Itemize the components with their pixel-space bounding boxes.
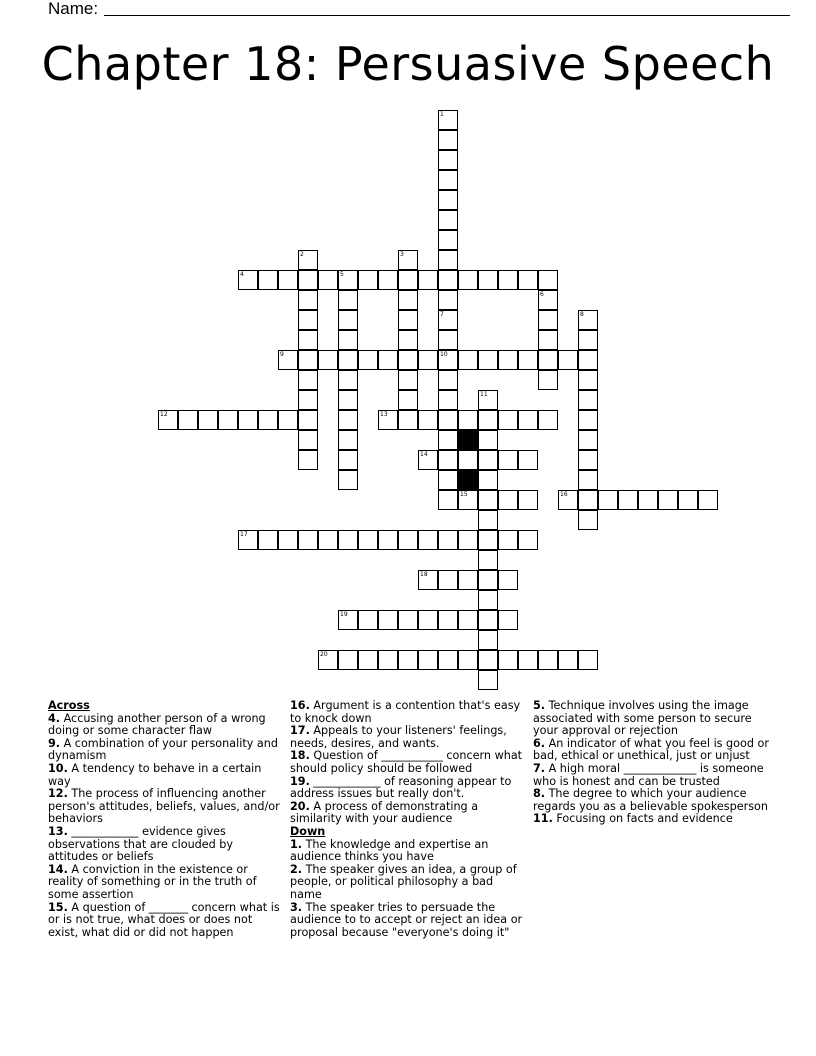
clue-text: A high moral _____________ is someone who is honest and can be trusted [533,761,764,788]
clue-num: 4. [48,711,61,725]
grid-cell[interactable] [398,410,418,430]
grid-cell[interactable] [318,530,338,550]
grid-cell[interactable] [378,650,398,670]
clue-number: 7 [440,311,444,318]
grid-cell[interactable] [438,110,458,130]
grid-cell[interactable] [358,610,378,630]
clue-number: 15 [460,491,468,498]
grid-cell[interactable] [578,330,598,350]
grid-cell[interactable] [478,590,498,610]
grid-cell[interactable] [478,610,498,630]
clue-item [290,750,526,775]
clue-number: 20 [320,651,328,658]
grid-cell[interactable] [458,530,478,550]
clue-text: Technique involves using the image associated with some person to secure your approval or rejection [533,699,752,738]
grid-cell[interactable] [178,410,198,430]
grid-cell[interactable] [238,270,258,290]
grid-cell[interactable] [578,490,598,510]
clue-text: ____________ of reasoning appear to address issues but really don't. [290,774,512,801]
clue-number: 13 [380,411,388,418]
clue-text: A combination of your personality and dynamism [48,736,278,763]
grid-cell[interactable] [558,650,578,670]
clue-number: 9 [280,351,284,358]
grid-cell[interactable] [438,230,458,250]
clue-text: A process of demonstrating a similarity with your audience [290,799,479,826]
clue-text: An indicator of what you feel is good or bad, ethical or unethical, just or unjust [533,736,769,763]
clue-num: 17. [290,724,310,738]
grid-cell[interactable] [498,610,518,630]
grid-cell[interactable] [438,370,458,390]
grid-cell[interactable] [418,450,438,470]
clue-number: 5 [340,271,344,278]
grid-cell[interactable] [238,410,258,430]
grid-cell[interactable] [398,270,418,290]
grid-cell[interactable] [478,510,498,530]
grid-cell[interactable] [298,310,318,330]
clue-text: Argument is a contention that's easy to knock down [290,699,521,725]
grid-cell[interactable] [298,430,318,450]
clue-num: 20. [290,799,310,813]
grid-cell[interactable] [338,330,358,350]
grid-cell[interactable] [398,250,418,270]
black-cell [458,430,478,450]
clue-num: 18. [290,749,310,763]
clue-item [290,902,526,940]
grid-cell[interactable] [438,170,458,190]
grid-cell[interactable] [458,650,478,670]
clue-text: ____________ evidence gives observations that are clouded by attitudes or beliefs [48,824,234,864]
grid-cell[interactable] [398,370,418,390]
grid-cell[interactable] [438,390,458,410]
grid-cell[interactable] [418,570,438,590]
grid-cell[interactable] [338,530,358,550]
grid-cell[interactable] [438,530,458,550]
grid-cell[interactable] [338,610,358,630]
grid-cell[interactable] [638,490,658,510]
grid-cell[interactable] [458,410,478,430]
clue-num: 11. [533,812,553,826]
grid-cell[interactable] [358,350,378,370]
grid-cell[interactable] [578,370,598,390]
grid-cell[interactable] [478,570,498,590]
grid-cell[interactable] [578,410,598,430]
grid-cell[interactable] [258,530,278,550]
grid-cell[interactable] [558,350,578,370]
grid-cell[interactable] [498,650,518,670]
page-title: Chapter 18: Persuasive Speech [41,37,775,91]
clue-number: 11 [480,391,488,398]
clue-item [533,788,773,813]
grid-cell[interactable] [218,410,238,430]
clue-item [48,902,282,940]
grid-cell[interactable] [478,410,498,430]
grid-cell[interactable] [538,290,558,310]
clue-num: 2. [290,862,303,876]
grid-cell[interactable] [398,390,418,410]
clue-item [533,813,773,826]
grid-cell[interactable] [518,650,538,670]
down-heading: Down [290,824,326,838]
grid-cell[interactable] [338,290,358,310]
grid-cell[interactable] [438,150,458,170]
grid-cell[interactable] [298,530,318,550]
grid-cell[interactable] [478,650,498,670]
clue-text: The speaker tries to persuade the audience to to accept or reject an idea or proposal because "everyone's doing it" [290,900,523,939]
clue-num: 9. [48,736,61,750]
clue-text: A tendency to behave in a certain way [48,761,262,788]
grid-cell[interactable] [398,350,418,370]
grid-cell[interactable] [578,450,598,470]
clue-item [48,788,282,826]
grid-cell[interactable] [298,410,318,430]
clue-number: 10 [440,351,448,358]
clue-num: 15. [48,900,68,914]
grid-cell[interactable] [398,650,418,670]
grid-cell[interactable] [478,430,498,450]
clue-number: 19 [340,611,348,618]
clue-num: 5. [533,699,546,712]
clue-number: 1 [440,111,444,118]
grid-cell[interactable] [458,450,478,470]
grid-cell[interactable] [398,330,418,350]
grid-cell[interactable] [438,330,458,350]
grid-cell[interactable] [678,490,698,510]
clue-text: Accusing another person of a wrong doing or some character flaw [48,711,266,738]
clue-num: 13. [48,824,68,838]
grid-cell[interactable] [438,290,458,310]
grid-cell[interactable] [278,270,298,290]
grid-cell[interactable] [538,330,558,350]
clue-num: 1. [290,837,303,851]
grid-cell[interactable] [578,310,598,330]
grid-cell[interactable] [418,350,438,370]
grid-cell[interactable] [338,470,358,490]
grid-cell[interactable] [358,650,378,670]
grid-cell[interactable] [378,350,398,370]
grid-cell[interactable] [398,290,418,310]
grid-cell[interactable] [338,350,358,370]
grid-cell[interactable] [438,350,458,370]
grid-cell[interactable] [278,410,298,430]
grid-cell[interactable] [438,310,458,330]
grid-cell[interactable] [538,270,558,290]
grid-cell[interactable] [378,530,398,550]
grid-cell[interactable] [578,470,598,490]
clue-num: 7. [533,761,546,775]
clue-number: 12 [160,411,168,418]
grid-cell[interactable] [338,410,358,430]
clue-number: 3 [400,251,404,258]
grid-cell[interactable] [538,350,558,370]
across-heading: Across [48,699,90,712]
grid-cell[interactable] [578,430,598,450]
grid-cell[interactable] [498,410,518,430]
grid-cell[interactable] [538,410,558,430]
clue-number: 6 [540,291,544,298]
clue-text: Question of ___________ concern what should policy should be followed [290,749,523,775]
clue-item [48,864,282,902]
clue-item [290,801,526,826]
grid-cell[interactable] [278,530,298,550]
grid-cell[interactable] [238,530,258,550]
grid-cell[interactable] [418,270,438,290]
clue-number: 18 [420,571,428,578]
clue-column-3 [533,700,773,826]
clue-num: 16. [290,699,310,712]
clue-item [48,763,282,788]
clue-column-2 [290,700,526,939]
clue-item [533,763,773,788]
grid-cell[interactable] [418,610,438,630]
grid-cell[interactable] [518,450,538,470]
clue-text: A question of _______ concern what is or is not true, what does or does not exist, what did or did not happen [48,900,280,939]
grid-cell[interactable] [518,350,538,370]
grid-cell[interactable] [498,490,518,510]
grid-cell[interactable] [478,470,498,490]
grid-cell[interactable] [338,310,358,330]
clue-number: 2 [300,251,304,258]
grid-cell[interactable] [458,270,478,290]
clue-item [290,700,526,725]
grid-cell[interactable] [438,250,458,270]
grid-cell[interactable] [198,410,218,430]
grid-cell[interactable] [438,470,458,490]
grid-cell[interactable] [578,350,598,370]
grid-cell[interactable] [458,490,478,510]
grid-cell[interactable] [478,490,498,510]
grid-cell[interactable] [478,550,498,570]
grid-cell[interactable] [618,490,638,510]
clue-item [290,839,526,864]
clue-text: Focusing on facts and evidence [552,812,733,826]
grid-cell[interactable] [458,350,478,370]
grid-cell[interactable] [318,270,338,290]
grid-cell[interactable] [418,530,438,550]
grid-cell[interactable] [458,570,478,590]
clue-item [48,738,282,763]
clue-item [48,826,282,864]
grid-cell[interactable] [438,450,458,470]
grid-cell[interactable] [418,650,438,670]
clue-num: 10. [48,761,68,775]
clue-num: 8. [533,787,546,801]
grid-cell[interactable] [538,650,558,670]
grid-cell[interactable] [298,330,318,350]
grid-cell[interactable] [478,350,498,370]
grid-cell[interactable] [578,510,598,530]
clue-item [533,738,773,763]
clue-item [48,713,282,738]
grid-cell[interactable] [438,570,458,590]
grid-cell[interactable] [558,490,578,510]
grid-cell[interactable] [478,270,498,290]
grid-cell[interactable] [298,250,318,270]
grid-cell[interactable] [398,310,418,330]
clue-text: The process of influencing another person's attitudes, beliefs, values, and/or behaviors [48,787,280,826]
clue-number: 14 [420,451,428,458]
grid-cell[interactable] [378,610,398,630]
grid-cell[interactable] [298,390,318,410]
grid-cell[interactable] [498,270,518,290]
grid-cell[interactable] [438,270,458,290]
grid-cell[interactable] [498,350,518,370]
grid-cell[interactable] [378,270,398,290]
grid-cell[interactable] [498,570,518,590]
clue-number: 4 [240,271,244,278]
grid-cell[interactable] [258,270,278,290]
grid-cell[interactable] [518,530,538,550]
clue-num: 6. [533,736,546,750]
grid-cell[interactable] [338,430,358,450]
grid-cell[interactable] [358,530,378,550]
clue-number: 16 [560,491,568,498]
grid-cell[interactable] [478,390,498,410]
grid-cell[interactable] [298,290,318,310]
grid-cell[interactable] [258,410,278,430]
clue-num: 12. [48,787,68,801]
grid-cell[interactable] [598,490,618,510]
clue-num: 3. [290,900,303,914]
clue-text: The knowledge and expertise an audience thinks you have [290,837,489,864]
grid-cell[interactable] [358,270,378,290]
grid-cell[interactable] [298,350,318,370]
grid-cell[interactable] [338,390,358,410]
name-label: Name: [48,0,99,18]
grid-cell[interactable] [438,610,458,630]
grid-cell[interactable] [318,650,338,670]
grid-cell[interactable] [338,270,358,290]
grid-cell[interactable] [378,410,398,430]
grid-cell[interactable] [498,450,518,470]
grid-cell[interactable] [438,430,458,450]
grid-cell[interactable] [438,190,458,210]
grid-cell[interactable] [398,530,418,550]
grid-cell[interactable] [298,370,318,390]
clue-num: 19. [290,774,310,788]
grid-cell[interactable] [478,630,498,650]
grid-cell[interactable] [418,410,438,430]
grid-cell[interactable] [318,350,338,370]
grid-cell[interactable] [518,270,538,290]
grid-cell[interactable] [398,610,418,630]
grid-cell[interactable] [338,370,358,390]
clue-text: The degree to which your audience regards you as a believable spokesperson [533,787,768,813]
grid-cell[interactable] [578,390,598,410]
clue-number: 8 [580,311,584,318]
clue-text: A conviction in the existence or reality of something or in the truth of some assertion [48,862,257,901]
grid-cell[interactable] [538,310,558,330]
clue-item [290,776,526,801]
grid-cell[interactable] [538,370,558,390]
grid-cell[interactable] [298,270,318,290]
grid-cell[interactable] [458,610,478,630]
grid-cell[interactable] [478,530,498,550]
grid-cell[interactable] [578,650,598,670]
grid-cell[interactable] [298,450,318,470]
grid-cell[interactable] [438,650,458,670]
clue-text: The speaker gives an idea, a group of people, or political philosophy a bad name [290,862,517,901]
grid-cell[interactable] [438,210,458,230]
clue-text: Appeals to your listeners' feelings, needs, desires, and wants. [290,724,507,750]
black-cell [458,470,478,490]
grid-cell[interactable] [658,490,678,510]
grid-cell[interactable] [698,490,718,510]
grid-cell[interactable] [438,410,458,430]
grid-cell[interactable] [278,350,298,370]
clue-item [290,864,526,902]
clue-num: 14. [48,862,68,876]
clue-number: 17 [240,531,248,538]
grid-cell[interactable] [478,450,498,470]
grid-cell[interactable] [498,530,518,550]
grid-cell[interactable] [478,670,498,690]
grid-cell[interactable] [438,130,458,150]
clue-column-1 [48,700,282,939]
clue-item [533,700,773,738]
grid-cell[interactable] [518,490,538,510]
grid-cell[interactable] [338,450,358,470]
grid-cell[interactable] [338,650,358,670]
clue-item [290,725,526,750]
grid-cell[interactable] [518,410,538,430]
grid-cell[interactable] [158,410,178,430]
grid-cell[interactable] [438,490,458,510]
